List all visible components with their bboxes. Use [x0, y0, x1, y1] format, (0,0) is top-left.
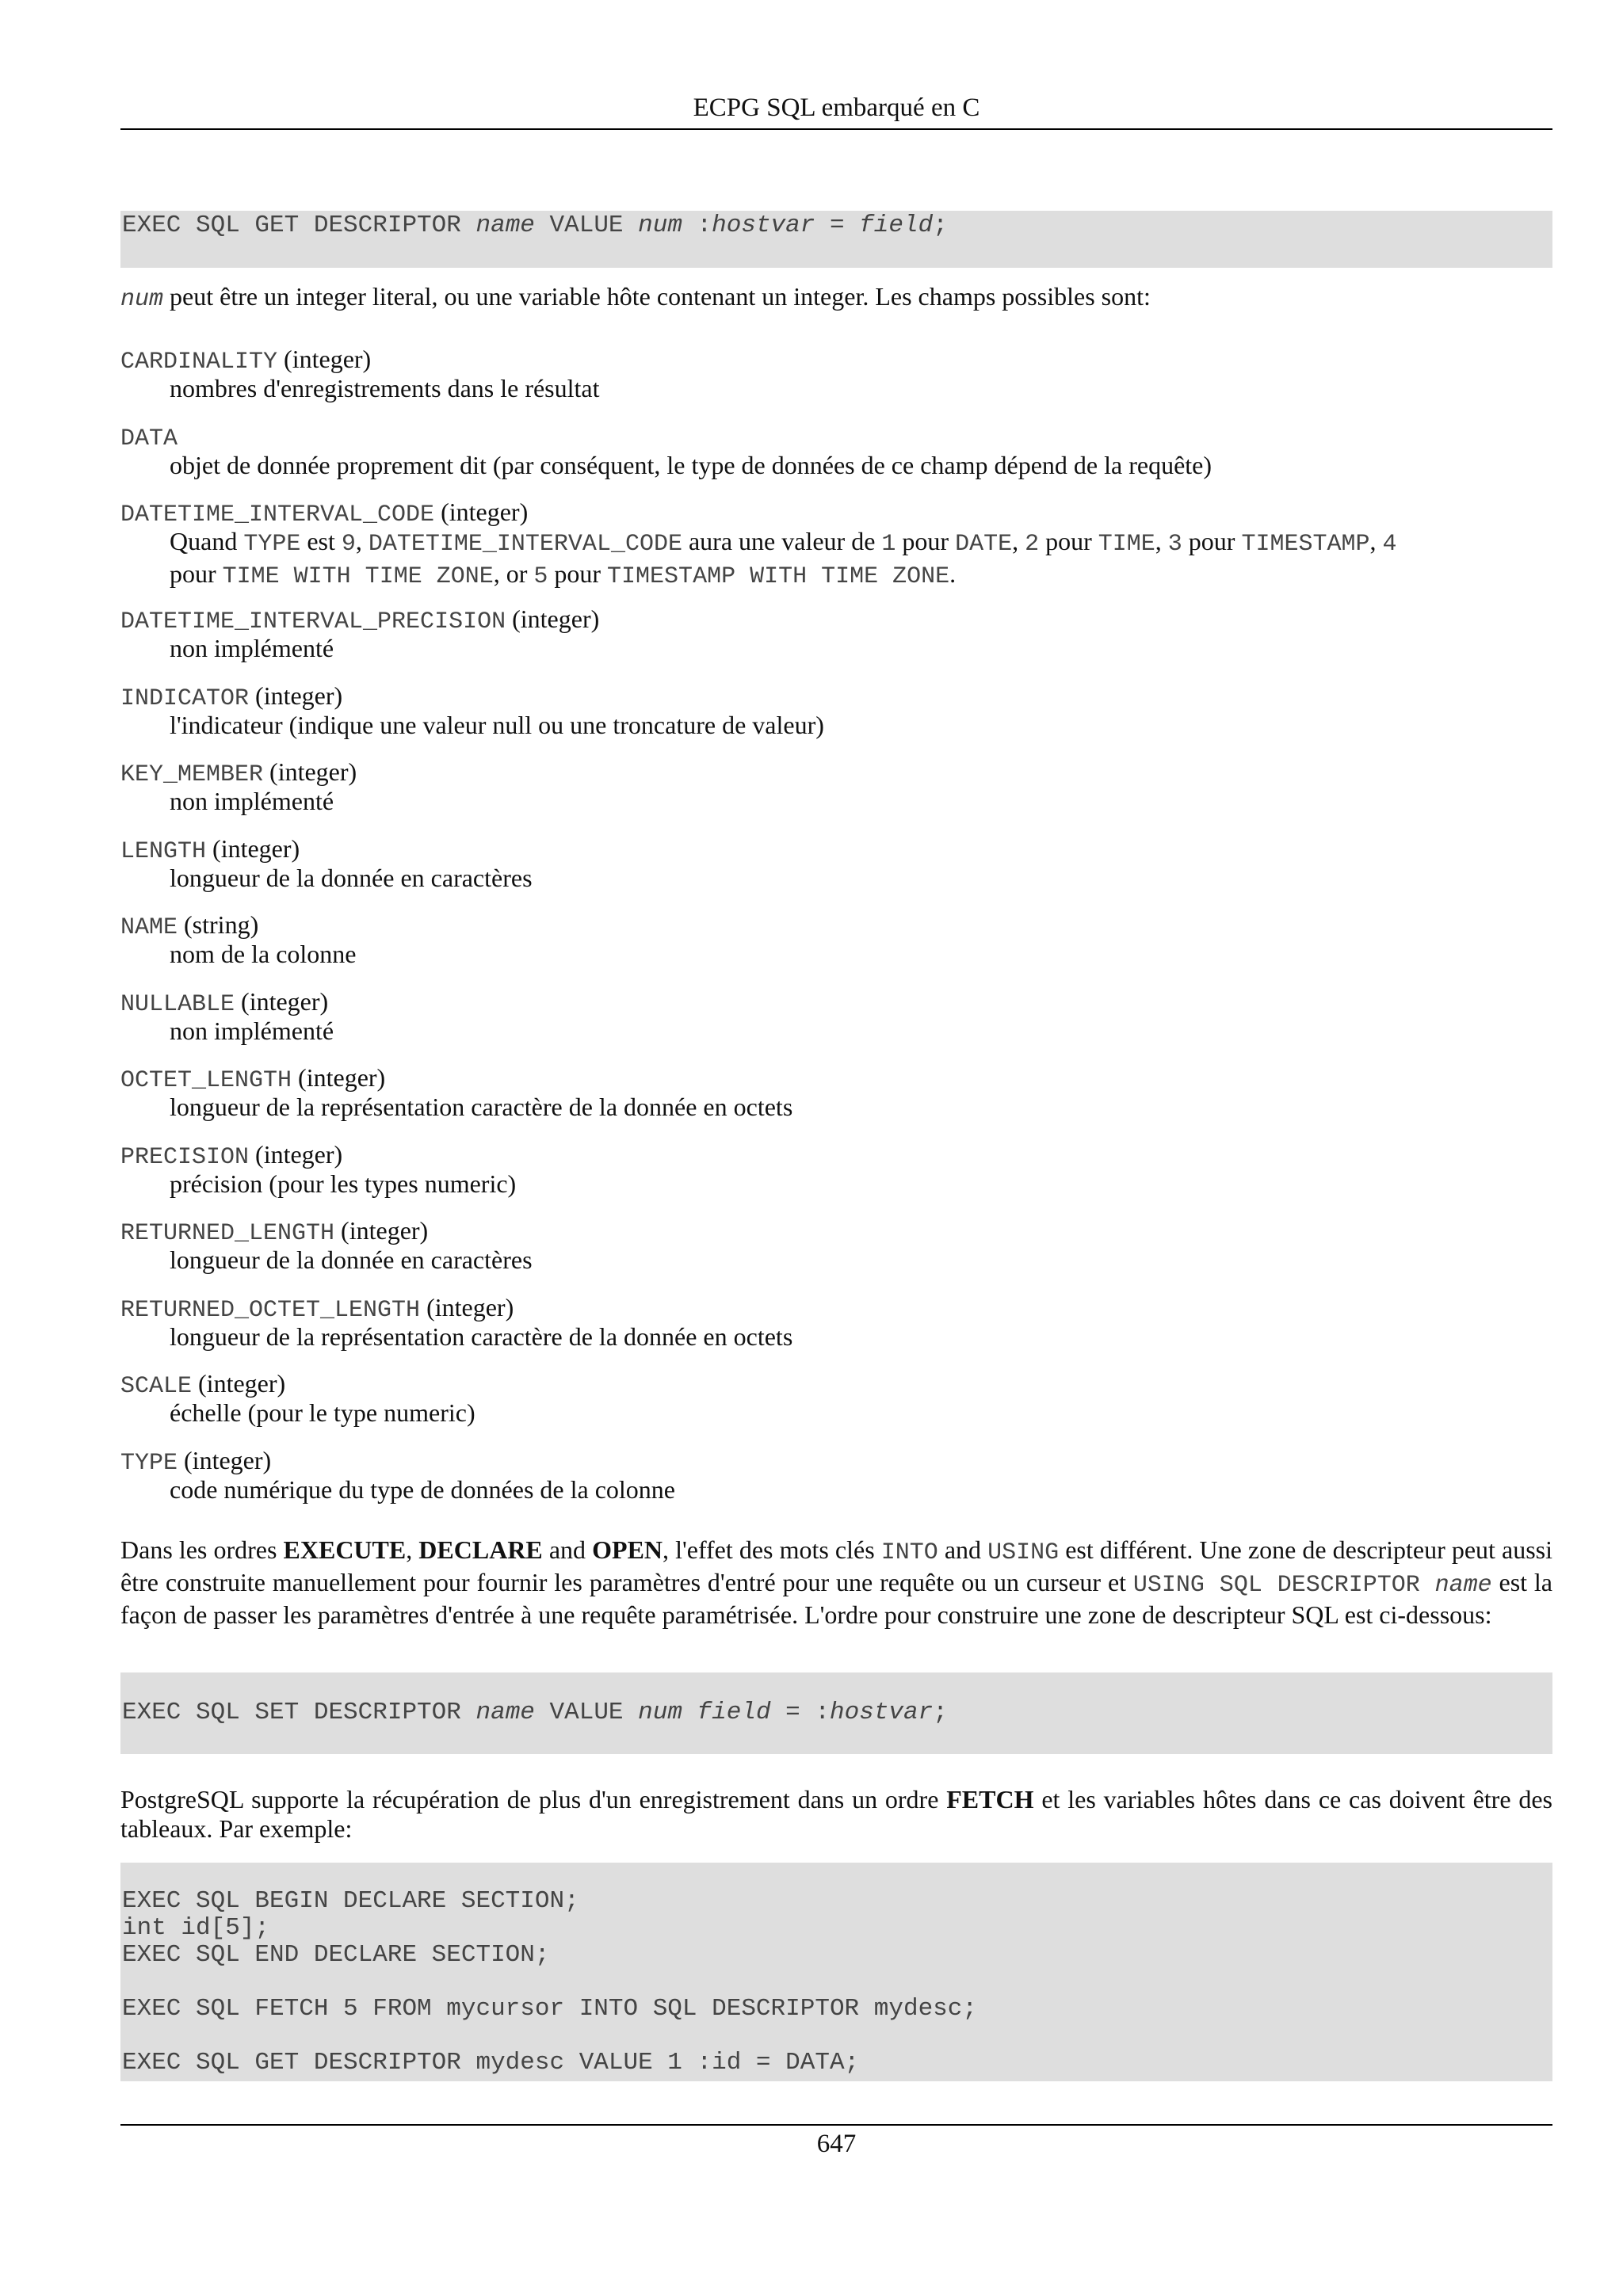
field-name: PRECISION [120, 1144, 250, 1171]
field-type: (integer) [249, 1140, 343, 1169]
code-line [122, 2023, 1552, 2050]
field-entry-cardinality [120, 345, 1552, 403]
code-line: EXEC SQL FETCH 5 FROM mycursor INTO SQL DESCRIPTOR mydesc; [122, 1995, 977, 2023]
field-entry-datetime-interval-precision [120, 605, 1552, 663]
field-description: longueur de la donnée en caractères [170, 1245, 533, 1274]
desc-text: pour [896, 527, 956, 555]
fetch-paragraph [120, 1785, 1552, 1844]
desc-code: DATE [955, 531, 1013, 558]
intro-num: num [120, 286, 164, 313]
field-term [120, 987, 1552, 1016]
field-type: (integer) [434, 498, 529, 526]
desc-code: 5 [533, 563, 548, 590]
desc-code: 9 [341, 531, 356, 558]
page-header-title: ECPG SQL embarqué en C [693, 93, 980, 122]
code-line [122, 212, 1552, 239]
para-text: and [938, 1535, 988, 1564]
code-block-get-descriptor [120, 211, 1552, 268]
field-name: LENGTH [120, 838, 207, 865]
para-bold: EXECUTE [283, 1535, 407, 1564]
field-term [120, 757, 1552, 787]
field-name: KEY_MEMBER [120, 761, 264, 788]
descriptor-paragraph [120, 1535, 1552, 1630]
desc-code: TIME WITH TIME ZONE [222, 563, 494, 590]
field-type: (integer) [277, 345, 372, 373]
field-name: DATETIME_INTERVAL_PRECISION [120, 608, 506, 635]
para-text: est différent. Une zone de descripteur peut aussi être construite manuellement pour fournir les paramètres d'entré pour une requête ou un curseur et [120, 1535, 1553, 1596]
field-term [120, 834, 1552, 864]
desc-text: , [355, 527, 369, 555]
code-param-num-field: num field [638, 1699, 771, 1726]
code-end: ; [933, 1699, 948, 1726]
field-type: (integer) [235, 987, 329, 1016]
field-description: non implémenté [170, 634, 334, 662]
code-line [122, 1969, 1552, 1996]
field-description: non implémenté [170, 787, 334, 815]
code-line: EXEC SQL END DECLARE SECTION; [122, 1941, 550, 1969]
desc-code: 4 [1382, 531, 1397, 558]
desc-code: 2 [1025, 531, 1040, 558]
field-description: objet de donnée proprement dit (par conséquent, le type de données de ce champ dépend de la requête) [170, 451, 1212, 479]
field-type: (integer) [263, 757, 357, 786]
field-term [120, 1293, 1552, 1322]
field-term [120, 1369, 1552, 1398]
field-entry-returned-length [120, 1216, 1552, 1275]
desc-text: pour [1039, 527, 1098, 555]
code-keyword: VALUE [534, 1699, 639, 1726]
field-term [120, 421, 1552, 451]
para-text: and [542, 1535, 593, 1564]
para-text: Dans les ordres [120, 1535, 284, 1564]
field-name: CARDINALITY [120, 349, 278, 376]
desc-text: , [1012, 527, 1025, 555]
field-description: l'indicateur (indique une valeur null ou une troncature de valeur) [170, 711, 824, 739]
code-block-fetch-example [120, 1863, 1552, 2081]
para-text: est la façon de passer les paramètres d'entrée à une requête paramétrisée. L'ordre pour construire une zone de descripteur SQL est ci-dessous: [120, 1568, 1553, 1629]
field-term [120, 605, 1552, 634]
field-type: (integer) [178, 1446, 272, 1474]
code-line: EXEC SQL GET DESCRIPTOR mydesc VALUE 1 :id = DATA; [122, 2049, 860, 2077]
field-entry-precision [120, 1140, 1552, 1199]
field-entry-scale [120, 1369, 1552, 1428]
desc-text: pour [1182, 527, 1242, 555]
field-type: (integer) [206, 834, 300, 863]
para-text: PostgreSQL supporte la récupération de plus d'un enregistrement dans un ordre [120, 1785, 947, 1814]
field-description: nombres d'enregistrements dans le résultat [170, 374, 600, 402]
field-name: DATA [120, 425, 178, 452]
field-type: (integer) [249, 681, 343, 710]
desc-code: DATETIME_INTERVAL_CODE [368, 531, 682, 558]
field-description: code numérique du type de données de la colonne [170, 1475, 675, 1504]
code-line: EXEC SQL BEGIN DECLARE SECTION; [122, 1887, 579, 1915]
field-type: (integer) [420, 1293, 514, 1322]
para-bold: FETCH [946, 1785, 1034, 1814]
code-line: int id[5]; [122, 1914, 270, 1942]
code-keyword: EXEC SQL SET DESCRIPTOR [122, 1699, 476, 1726]
field-term [120, 910, 1552, 940]
field-name: DATETIME_INTERVAL_CODE [120, 502, 435, 528]
code-param-hostvar: hostvar = field [712, 212, 934, 239]
field-type: (integer) [334, 1216, 429, 1245]
field-entry-indicator [120, 681, 1552, 740]
para-bold: DECLARE [418, 1535, 543, 1564]
desc-code: TIMESTAMP [1241, 531, 1370, 558]
field-entry-type [120, 1446, 1552, 1505]
page-number: 647 [816, 2130, 857, 2158]
desc-text: . [949, 559, 957, 588]
field-type: (integer) [292, 1063, 386, 1092]
code-keyword: : [682, 212, 712, 239]
field-entry-octet-length [120, 1063, 1552, 1122]
desc-text: , [1155, 527, 1168, 555]
code-line [122, 1699, 1552, 1726]
desc-text: aura une valeur de [682, 527, 882, 555]
field-name: TYPE [120, 1450, 178, 1477]
field-term [120, 498, 1552, 527]
intro-text: peut être un integer literal, ou une variable hôte contenant un integer. Les champs possibles sont: [163, 282, 1151, 311]
field-entry-nullable [120, 987, 1552, 1046]
code-keyword: VALUE [534, 212, 639, 239]
desc-code: TIME [1098, 531, 1155, 558]
code-param-hostvar: hostvar [830, 1699, 934, 1726]
field-name: NAME [120, 914, 178, 941]
code-keyword: = : [770, 1699, 830, 1726]
field-type: (string) [178, 910, 259, 939]
field-entry-length [120, 834, 1552, 893]
para-code-italic: name [1434, 1572, 1492, 1599]
field-description [120, 527, 1552, 592]
para-text: et les variables hôtes dans ce cas doivent être des tableaux. Par exemple: [120, 1785, 1553, 1843]
desc-text: pour [170, 559, 223, 588]
field-name: RETURNED_LENGTH [120, 1220, 335, 1247]
field-term [120, 681, 1552, 711]
field-description: précision (pour les types numeric) [170, 1169, 517, 1198]
field-description: longueur de la représentation caractère de la donnée en octets [170, 1322, 793, 1351]
field-name: INDICATOR [120, 685, 250, 712]
field-description: non implémenté [170, 1016, 334, 1045]
para-code: USING [987, 1539, 1060, 1566]
field-term [120, 1216, 1552, 1245]
header-rule [120, 128, 1552, 130]
para-text: , [406, 1535, 419, 1564]
code-end: ; [933, 212, 948, 239]
field-type: (integer) [506, 605, 600, 633]
field-entry-name [120, 910, 1552, 969]
para-code: INTO [880, 1539, 938, 1566]
desc-code: TIMESTAMP WITH TIME ZONE [607, 563, 950, 590]
code-param-name: name [475, 212, 535, 239]
para-bold: OPEN [592, 1535, 663, 1564]
field-type: (integer) [192, 1369, 286, 1398]
field-entry-datetime-interval-code [120, 498, 1552, 592]
desc-text: , [1369, 527, 1383, 555]
field-name: SCALE [120, 1373, 193, 1400]
field-term [120, 1140, 1552, 1169]
para-code: USING SQL DESCRIPTOR [1132, 1572, 1435, 1599]
para-text: , l'effet des mots clés [663, 1535, 881, 1564]
field-term [120, 345, 1552, 374]
code-param-name: name [475, 1699, 535, 1726]
field-description: nom de la colonne [170, 940, 357, 968]
code-block-set-descriptor [120, 1672, 1552, 1754]
desc-code: TYPE [243, 531, 301, 558]
desc-code: 3 [1167, 531, 1182, 558]
field-name: OCTET_LENGTH [120, 1067, 292, 1094]
footer-rule [120, 2124, 1552, 2126]
field-name: NULLABLE [120, 991, 235, 1018]
field-description: échelle (pour le type numeric) [170, 1398, 475, 1427]
field-description: longueur de la donnée en caractères [170, 864, 533, 892]
intro-paragraph [120, 282, 1552, 315]
desc-text: pour [548, 559, 608, 588]
desc-text: est [300, 527, 342, 555]
desc-code: 1 [881, 531, 896, 558]
desc-text: Quand [170, 527, 244, 555]
field-name: RETURNED_OCTET_LENGTH [120, 1297, 421, 1324]
field-term [120, 1446, 1552, 1475]
field-entry-key-member [120, 757, 1552, 816]
field-description: longueur de la représentation caractère de la donnée en octets [170, 1093, 793, 1121]
code-keyword: EXEC SQL GET DESCRIPTOR [122, 212, 476, 239]
desc-text: , or [493, 559, 534, 588]
field-entry-returned-octet-length [120, 1293, 1552, 1352]
field-term [120, 1063, 1552, 1093]
field-entry-data [120, 421, 1552, 480]
code-param-num: num [638, 212, 682, 239]
